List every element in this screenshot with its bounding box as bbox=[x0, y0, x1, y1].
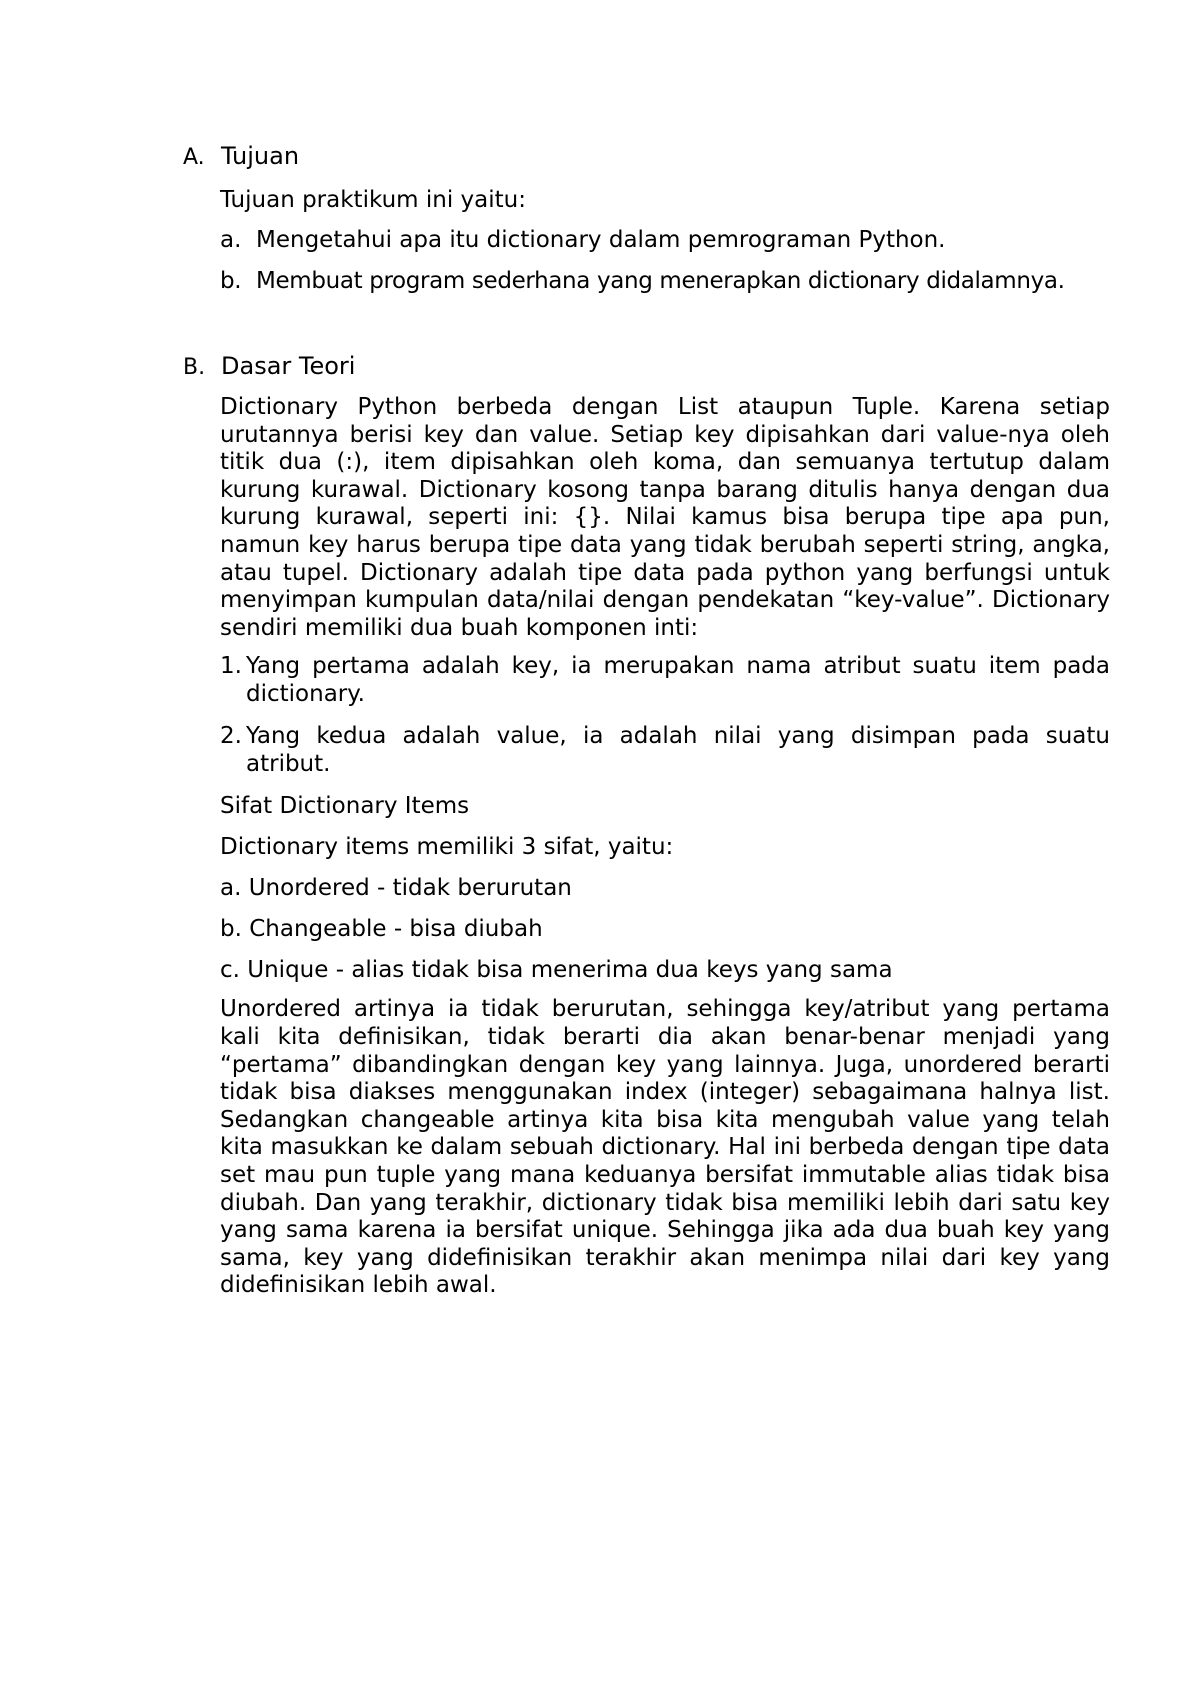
section-b-letter: B. bbox=[183, 355, 206, 380]
list-item bbox=[220, 267, 1110, 295]
theory-paragraph-1: Dictionary Python berbeda dengan List ataupun Tuple. Karena setiap urutannya berisi key dan value. Setiap key dipisahkan dari value-nya oleh titik dua (:), item dipisahkan oleh koma, dan semuanya tertutup dalam kurung kurawal. Dictionary kosong tanpa barang ditulis hanya dengan dua kurung kurawal, seperti ini: {}. Nilai kamus bisa berupa tipe apa pun, namun key harus berupa tipe data yang tidak berubah seperti string, angka, atau tupel. Dictionary adalah tipe data pada python yang berfungsi untuk menyimpan kumpulan data/nilai dengan pendekatan “key-value”. Dictionary sendiri memiliki dua buah komponen inti: bbox=[220, 394, 1110, 641]
theory-paragraph-2: Unordered artinya ia tidak berurutan, sehingga key/atribut yang pertama kali kita definisikan, tidak berarti dia akan benar-benar menjadi yang “pertama” dibandingkan dengan key yang lainnya. Juga, unordered berarti tidak bisa diakses menggunakan index (integer) sebagaimana halnya list. Sedangkan changeable artinya kita bisa kita mengubah value yang telah kita masukkan ke dalam sebuah dictionary. Hal ini berbeda dengan tipe data set mau pun tuple yang mana keduanya bersifat immutable alias tidak bisa diubah. Dan yang terakhir, dictionary tidak bisa memiliki lebih dari satu key yang sama karena ia bersifat unique. Sehingga jika ada dua buah key yang sama, key yang didefinisikan terakhir akan menimpa nilai dari key yang didefinisikan lebih awal. bbox=[220, 996, 1110, 1299]
list-marker: b. bbox=[220, 268, 242, 294]
list-item-text: Yang kedua adalah value, ia adalah nilai yang disimpan pada suatu atribut. bbox=[246, 723, 1110, 778]
list-marker: 2. bbox=[220, 723, 242, 750]
section-b-title: Dasar Teori bbox=[221, 352, 356, 380]
sifat-intro: Dictionary items memiliki 3 sifat, yaitu: bbox=[220, 834, 674, 861]
section-a-title: Tujuan bbox=[221, 142, 300, 170]
list-item-text: Yang pertama adalah key, ia merupakan nama atribut suatu item pada dictionary. bbox=[246, 653, 1110, 708]
sifat-item-changeable: b. Changeable - bisa diubah bbox=[220, 916, 543, 943]
section-a-intro: Tujuan praktikum ini yaitu: bbox=[220, 187, 526, 213]
section-a-heading bbox=[183, 142, 299, 170]
section-a-body bbox=[220, 186, 1110, 295]
list-marker: 1. bbox=[220, 653, 242, 680]
list-marker: a. bbox=[220, 227, 242, 253]
list-item bbox=[220, 652, 1110, 708]
list-item-text: Membuat program sederhana yang menerapkan dictionary didalamnya. bbox=[256, 268, 1065, 294]
list-item bbox=[220, 722, 1110, 778]
list-item-text: Mengetahui apa itu dictionary dalam pemrograman Python. bbox=[256, 227, 946, 253]
section-b-heading bbox=[183, 352, 355, 380]
sifat-item-unique: c. Unique - alias tidak bisa menerima dua keys yang sama bbox=[220, 957, 893, 984]
sifat-title: Sifat Dictionary Items bbox=[220, 793, 470, 820]
section-b-body bbox=[220, 394, 1110, 1300]
sifat-item-unordered: a. Unordered - tidak berurutan bbox=[220, 875, 572, 902]
components-list bbox=[220, 652, 1110, 778]
section-a-letter: A. bbox=[183, 145, 205, 170]
list-item bbox=[220, 226, 1110, 254]
